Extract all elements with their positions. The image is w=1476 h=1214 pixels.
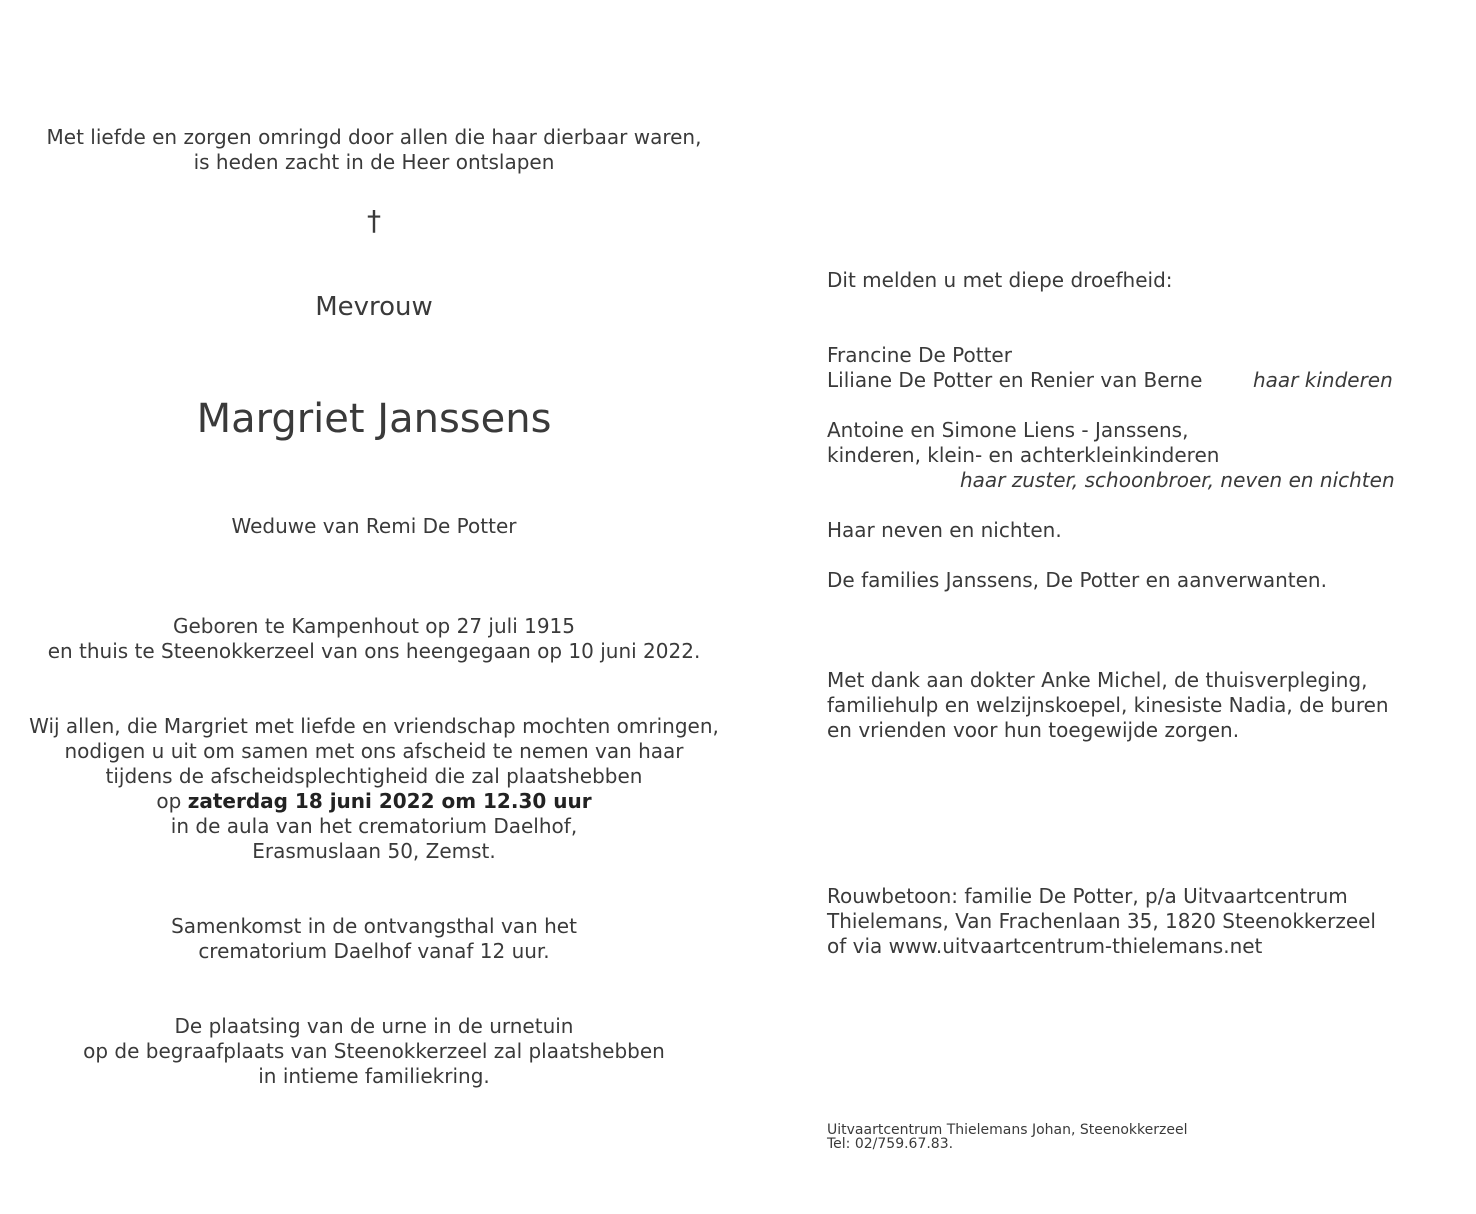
sibling-line-1: Antoine en Simone Liens - Janssens, xyxy=(827,418,1189,442)
footer-line-1: Uitvaartcentrum Thielemans Johan, Steenokkerzeel xyxy=(827,1122,1188,1138)
announcement: Dit melden u met diepe droefheid: xyxy=(827,268,1173,292)
invitation-date-line xyxy=(0,789,748,814)
gathering-line-2: crematorium Daelhof vanaf 12 uur. xyxy=(198,939,550,963)
condolences-line-1: Rouwbetoon: familie De Potter, p/a Uitvaartcentrum xyxy=(827,884,1348,908)
child-2: Liliane De Potter en Renier van Berne xyxy=(827,368,1203,392)
urn-line-3: in intieme familiekring. xyxy=(258,1064,490,1088)
widow-of: Weduwe van Remi De Potter xyxy=(231,514,517,538)
birth-line-1: Geboren te Kampenhout op 27 juli 1915 xyxy=(172,614,576,638)
invitation-line-5: in de aula van het crematorium Daelhof, xyxy=(170,814,578,838)
cross-symbol: † xyxy=(367,204,381,237)
urn-line-2: op de begraafplaats van Steenokkerzeel zal plaatshebben xyxy=(83,1039,665,1063)
thanks-line-2: familiehulp en welzijnskoepel, kinesiste Nadia, de buren xyxy=(827,693,1389,717)
funeral-home-footer xyxy=(827,1123,1427,1151)
families-line: De families Janssens, De Potter en aanverwanten. xyxy=(827,568,1327,592)
children-role: haar kinderen xyxy=(1253,368,1393,392)
invitation-line-3: tijdens de afscheidsplechtigheid die zal plaatshebben xyxy=(105,764,643,788)
nephews-line: Haar neven en nichten. xyxy=(827,518,1062,542)
intro-line-1: Met liefde en zorgen omringd door allen die haar dierbaar waren, xyxy=(46,125,702,149)
sibling-line-2: kinderen, klein- en achterkleinkinderen xyxy=(827,443,1220,467)
intro-text xyxy=(0,125,748,175)
condolences-website: of via www.uitvaartcentrum-thielemans.net xyxy=(827,934,1263,958)
condolences-line-2: Thielemans, Van Frachenlaan 35, 1820 Steenokkerzeel xyxy=(827,909,1376,933)
intro-line-2: is heden zacht in de Heer ontslapen xyxy=(193,150,555,174)
siblings-block xyxy=(827,418,1427,468)
footer-phone: Tel: 02/759.67.83. xyxy=(827,1136,954,1152)
birth-line-2: en thuis te Steenokkerzeel van ons heengegaan op 10 juni 2022. xyxy=(47,639,701,663)
invitation-line-2: nodigen u uit om samen met ons afscheid te nemen van haar xyxy=(64,739,684,763)
ceremony-date: zaterdag 18 juni 2022 om 12.30 uur xyxy=(187,789,592,813)
birth-death-info xyxy=(0,614,748,664)
thanks-block xyxy=(827,668,1427,743)
urn-line-1: De plaatsing van de urne in de urnetuin xyxy=(174,1014,574,1038)
deceased-name: Margriet Janssens xyxy=(196,396,552,442)
child-1: Francine De Potter xyxy=(827,343,1012,367)
condolences-block xyxy=(827,884,1427,959)
invitation-date-prefix: op xyxy=(156,789,188,813)
invitation-line-1: Wij allen, die Margriet met liefde en vriendschap mochten omringen, xyxy=(29,714,719,738)
invitation-line-6: Erasmuslaan 50, Zemst. xyxy=(252,839,496,863)
urn-placement-info xyxy=(0,1014,748,1089)
thanks-line-1: Met dank aan dokter Anke Michel, de thuisverpleging, xyxy=(827,668,1368,692)
title-mevrouw: Mevrouw xyxy=(315,292,433,322)
gathering-line-1: Samenkomst in de ontvangsthal van het xyxy=(171,914,577,938)
gathering-info xyxy=(0,914,748,964)
sibling-role: haar zuster, schoonbroer, neven en nichten xyxy=(960,468,1395,492)
thanks-line-3: en vrienden voor hun toegewijde zorgen. xyxy=(827,718,1240,742)
ceremony-invitation xyxy=(0,714,748,864)
